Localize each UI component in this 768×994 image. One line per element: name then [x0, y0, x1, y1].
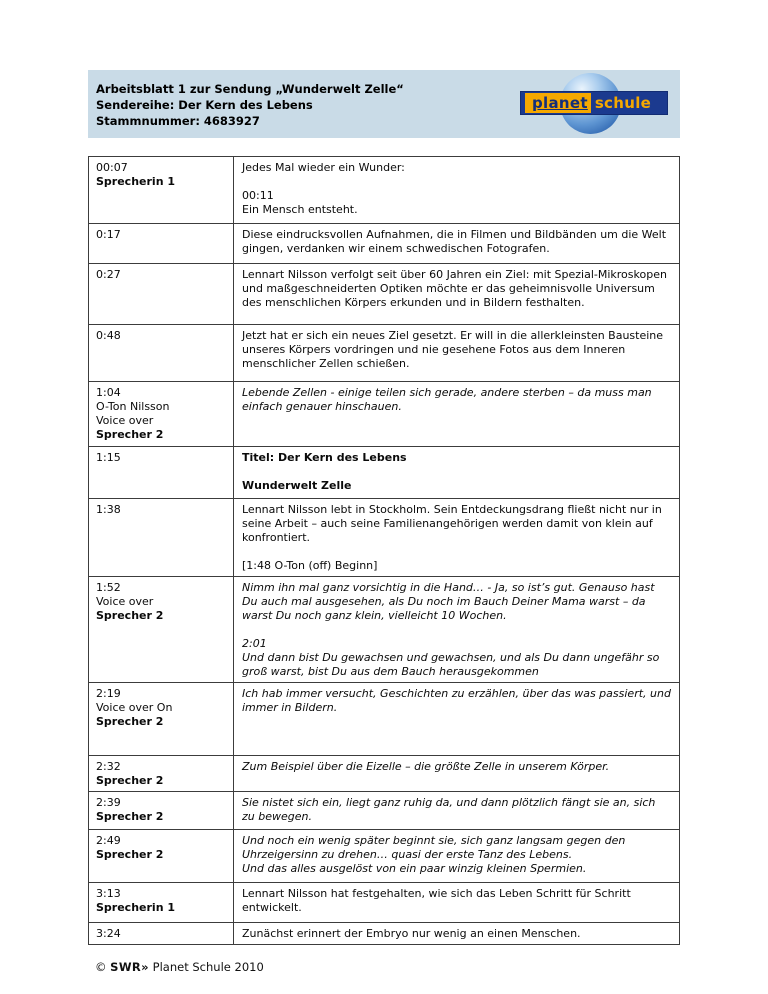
- transcript-paragraph: [242, 559, 671, 573]
- timecode-label: 0:17: [96, 228, 121, 241]
- timecode-label: 1:15: [96, 451, 121, 464]
- timecode-cell: [89, 830, 234, 882]
- transcript-line: Zunächst erinnert der Embryo nur wenig an einen Menschen.: [242, 927, 581, 940]
- transcript-paragraph: [242, 386, 671, 414]
- transcript-cell: [234, 447, 679, 498]
- transcript-paragraph: [242, 687, 671, 715]
- timecode-label: 2:19: [96, 687, 121, 700]
- transcript-line: Wunderwelt Zelle: [242, 479, 352, 492]
- table-row: [89, 883, 679, 923]
- timecode-label: 2:39: [96, 796, 121, 809]
- logo-banner: [520, 91, 668, 115]
- logo-planet-label: planet: [525, 93, 591, 113]
- speaker-label: Sprecher 2: [96, 848, 164, 861]
- timecode-label: 3:24: [96, 927, 121, 940]
- timecode-label: 0:27: [96, 268, 121, 281]
- table-row: [89, 923, 679, 944]
- footer-text: Planet Schule 2010: [152, 960, 264, 974]
- swr-logo-text: SWR»: [110, 960, 150, 974]
- transcript-line: Zum Beispiel über die Eizelle – die größte Zelle in unserem Körper.: [242, 760, 610, 773]
- table-row: [89, 499, 679, 577]
- transcript-paragraph: [242, 887, 671, 915]
- transcript-line: Und dann bist Du gewachsen und gewachsen, und als Du dann ungefähr so groß warst, bist Du aus dem Bauch herausgekommen: [242, 651, 660, 678]
- transcript-cell: [234, 157, 679, 223]
- timecode-cell: [89, 883, 234, 922]
- transcript-cell: [234, 577, 679, 682]
- transcript-cell: [234, 830, 679, 882]
- transcript-cell: [234, 264, 679, 324]
- timecode-cell: [89, 157, 234, 223]
- transcript-paragraph: [242, 189, 671, 217]
- series-title: Sendereihe: Der Kern des Lebens: [96, 98, 313, 112]
- stock-number: Stammnummer: 4683927: [96, 114, 260, 128]
- transcript-line: Nimm ihn mal ganz vorsichtig in die Hand… - Ja, so ist’s gut. Genauso hast Du auch mal ausgesehen, als Du noch im Bauch Deiner Mama warst – da warst Du noch ganz klein, vielleicht 10 Wochen.: [242, 581, 655, 622]
- timecode-label: 0:48: [96, 329, 121, 342]
- table-row: [89, 577, 679, 683]
- table-row: [89, 382, 679, 447]
- timecode-cell: [89, 224, 234, 263]
- timecode-cell: [89, 756, 234, 791]
- transcript-line: Jetzt hat er sich ein neues Ziel gesetzt. Er will in die allerkleinsten Bausteine unseres Körpers vordringen und nie gesehene Fotos aus dem Inneren menschlicher Zellen schießen.: [242, 329, 664, 370]
- table-row: [89, 447, 679, 499]
- transcript-paragraph: [242, 796, 671, 824]
- speaker-label: Sprecher 2: [96, 810, 164, 823]
- timecode-label: 1:04: [96, 386, 121, 399]
- transcript-cell: [234, 325, 679, 381]
- transcript-cell: [234, 923, 679, 944]
- timecode-label: 2:49: [96, 834, 121, 847]
- transcript-line: Lebende Zellen - einige teilen sich gerade, andere sterben – da muss man einfach genauer hinschauen.: [242, 386, 652, 413]
- timecode-cell: [89, 577, 234, 682]
- worksheet-page: [88, 70, 680, 974]
- speaker-label: Sprecher 2: [96, 609, 164, 622]
- speaker-label: Sprecher 2: [96, 774, 164, 787]
- transcript-line: Und noch ein wenig später beginnt sie, sich ganz langsam gegen den Uhrzeigersinn zu drehen… quasi der erste Tanz des Lebens.: [242, 834, 626, 861]
- planet-schule-logo: [520, 71, 668, 137]
- table-row: [89, 325, 679, 382]
- worksheet-header: [88, 70, 680, 138]
- timecode-cell: [89, 382, 234, 446]
- speaker-label: Sprecherin 1: [96, 901, 176, 914]
- transcript-paragraph: [242, 503, 671, 545]
- transcript-paragraph: [242, 581, 671, 623]
- copyright-symbol: ©: [95, 960, 107, 974]
- transcript-line: Lennart Nilsson lebt in Stockholm. Sein Entdeckungsdrang fließt nicht nur in seine Arbeit – auch seine Familienangehörigen werden damit von klein auf konfrontiert.: [242, 503, 662, 544]
- logo-schule-label: schule: [594, 94, 652, 112]
- transcript-paragraph: [242, 927, 671, 941]
- timecode-label: 3:13: [96, 887, 121, 900]
- timecode-label: 1:38: [96, 503, 121, 516]
- transcript-table: [88, 156, 680, 945]
- transcript-line: Diese eindrucksvollen Aufnahmen, die in Filmen und Bildbänden um die Welt gingen, verdanken wir einem schwedischen Fotografen.: [242, 228, 667, 255]
- transcript-cell: [234, 792, 679, 829]
- table-row: [89, 792, 679, 830]
- speaker-label: Sprecherin 1: [96, 175, 176, 188]
- transcript-cell: [234, 883, 679, 922]
- table-row: [89, 264, 679, 325]
- transcript-line: Titel: Der Kern des Lebens: [242, 451, 407, 464]
- table-row: [89, 224, 679, 264]
- transcript-line: Sie nistet sich ein, liegt ganz ruhig da, und dann plötzlich fängt sie an, sich zu bewegen.: [242, 796, 656, 823]
- transcript-cell: [234, 683, 679, 755]
- transcript-paragraph: [242, 637, 671, 679]
- table-row: [89, 683, 679, 756]
- transcript-line: Lennart Nilsson verfolgt seit über 60 Jahren ein Ziel: mit Spezial-Mikroskopen und maßgeschneiderten Optiken möchte er das geheimnisvolle Universum des menschlichen Körpers erkunden und in Bildern festhalten.: [242, 268, 667, 309]
- transcript-paragraph: [242, 760, 671, 774]
- timecode-cell: [89, 264, 234, 324]
- timecode-label: 2:32: [96, 760, 121, 773]
- table-row: [89, 830, 679, 883]
- timecode-cell: [89, 499, 234, 576]
- transcript-paragraph: [242, 161, 671, 175]
- speaker-label: Sprecher 2: [96, 428, 164, 441]
- timecode-cell: [89, 447, 234, 498]
- transcript-paragraph: [242, 479, 671, 493]
- timecode-label: 1:52: [96, 581, 121, 594]
- transcript-cell: [234, 224, 679, 263]
- transcript-line: Ich hab immer versucht, Geschichten zu erzählen, über das was passiert, und immer in Bildern.: [242, 687, 671, 714]
- transcript-line: Lennart Nilsson hat festgehalten, wie sich das Leben Schritt für Schritt entwickelt.: [242, 887, 631, 914]
- transcript-paragraph: [242, 451, 671, 465]
- table-row: [89, 756, 679, 792]
- speaker-label: Sprecher 2: [96, 715, 164, 728]
- transcript-line: Ein Mensch entsteht.: [242, 203, 358, 216]
- transcript-line: 2:01: [242, 637, 267, 650]
- transcript-line: Und das alles ausgelöst von ein paar winzig kleinen Spermien.: [242, 862, 587, 875]
- timecode-cell: [89, 683, 234, 755]
- footer-copyright: [95, 960, 680, 974]
- transcript-line: Jedes Mal wieder ein Wunder:: [242, 161, 405, 174]
- transcript-cell: [234, 756, 679, 791]
- timecode-cell: [89, 792, 234, 829]
- timecode-label: Voice over: [96, 595, 154, 608]
- transcript-paragraph: [242, 329, 671, 371]
- transcript-paragraph: [242, 268, 671, 310]
- transcript-paragraph: [242, 834, 671, 876]
- transcript-paragraph: [242, 228, 671, 256]
- timecode-label: Voice over: [96, 414, 154, 427]
- timecode-cell: [89, 923, 234, 944]
- table-row: [89, 157, 679, 224]
- transcript-cell: [234, 499, 679, 576]
- timecode-label: 00:07: [96, 161, 128, 174]
- timecode-label: O-Ton Nilsson: [96, 400, 170, 413]
- worksheet-title: Arbeitsblatt 1 zur Sendung „Wunderwelt Zelle“: [96, 82, 404, 96]
- transcript-line: [1:48 O-Ton (off) Beginn]: [242, 559, 378, 572]
- timecode-cell: [89, 325, 234, 381]
- transcript-cell: [234, 382, 679, 446]
- transcript-line: 00:11: [242, 189, 274, 202]
- timecode-label: Voice over On: [96, 701, 173, 714]
